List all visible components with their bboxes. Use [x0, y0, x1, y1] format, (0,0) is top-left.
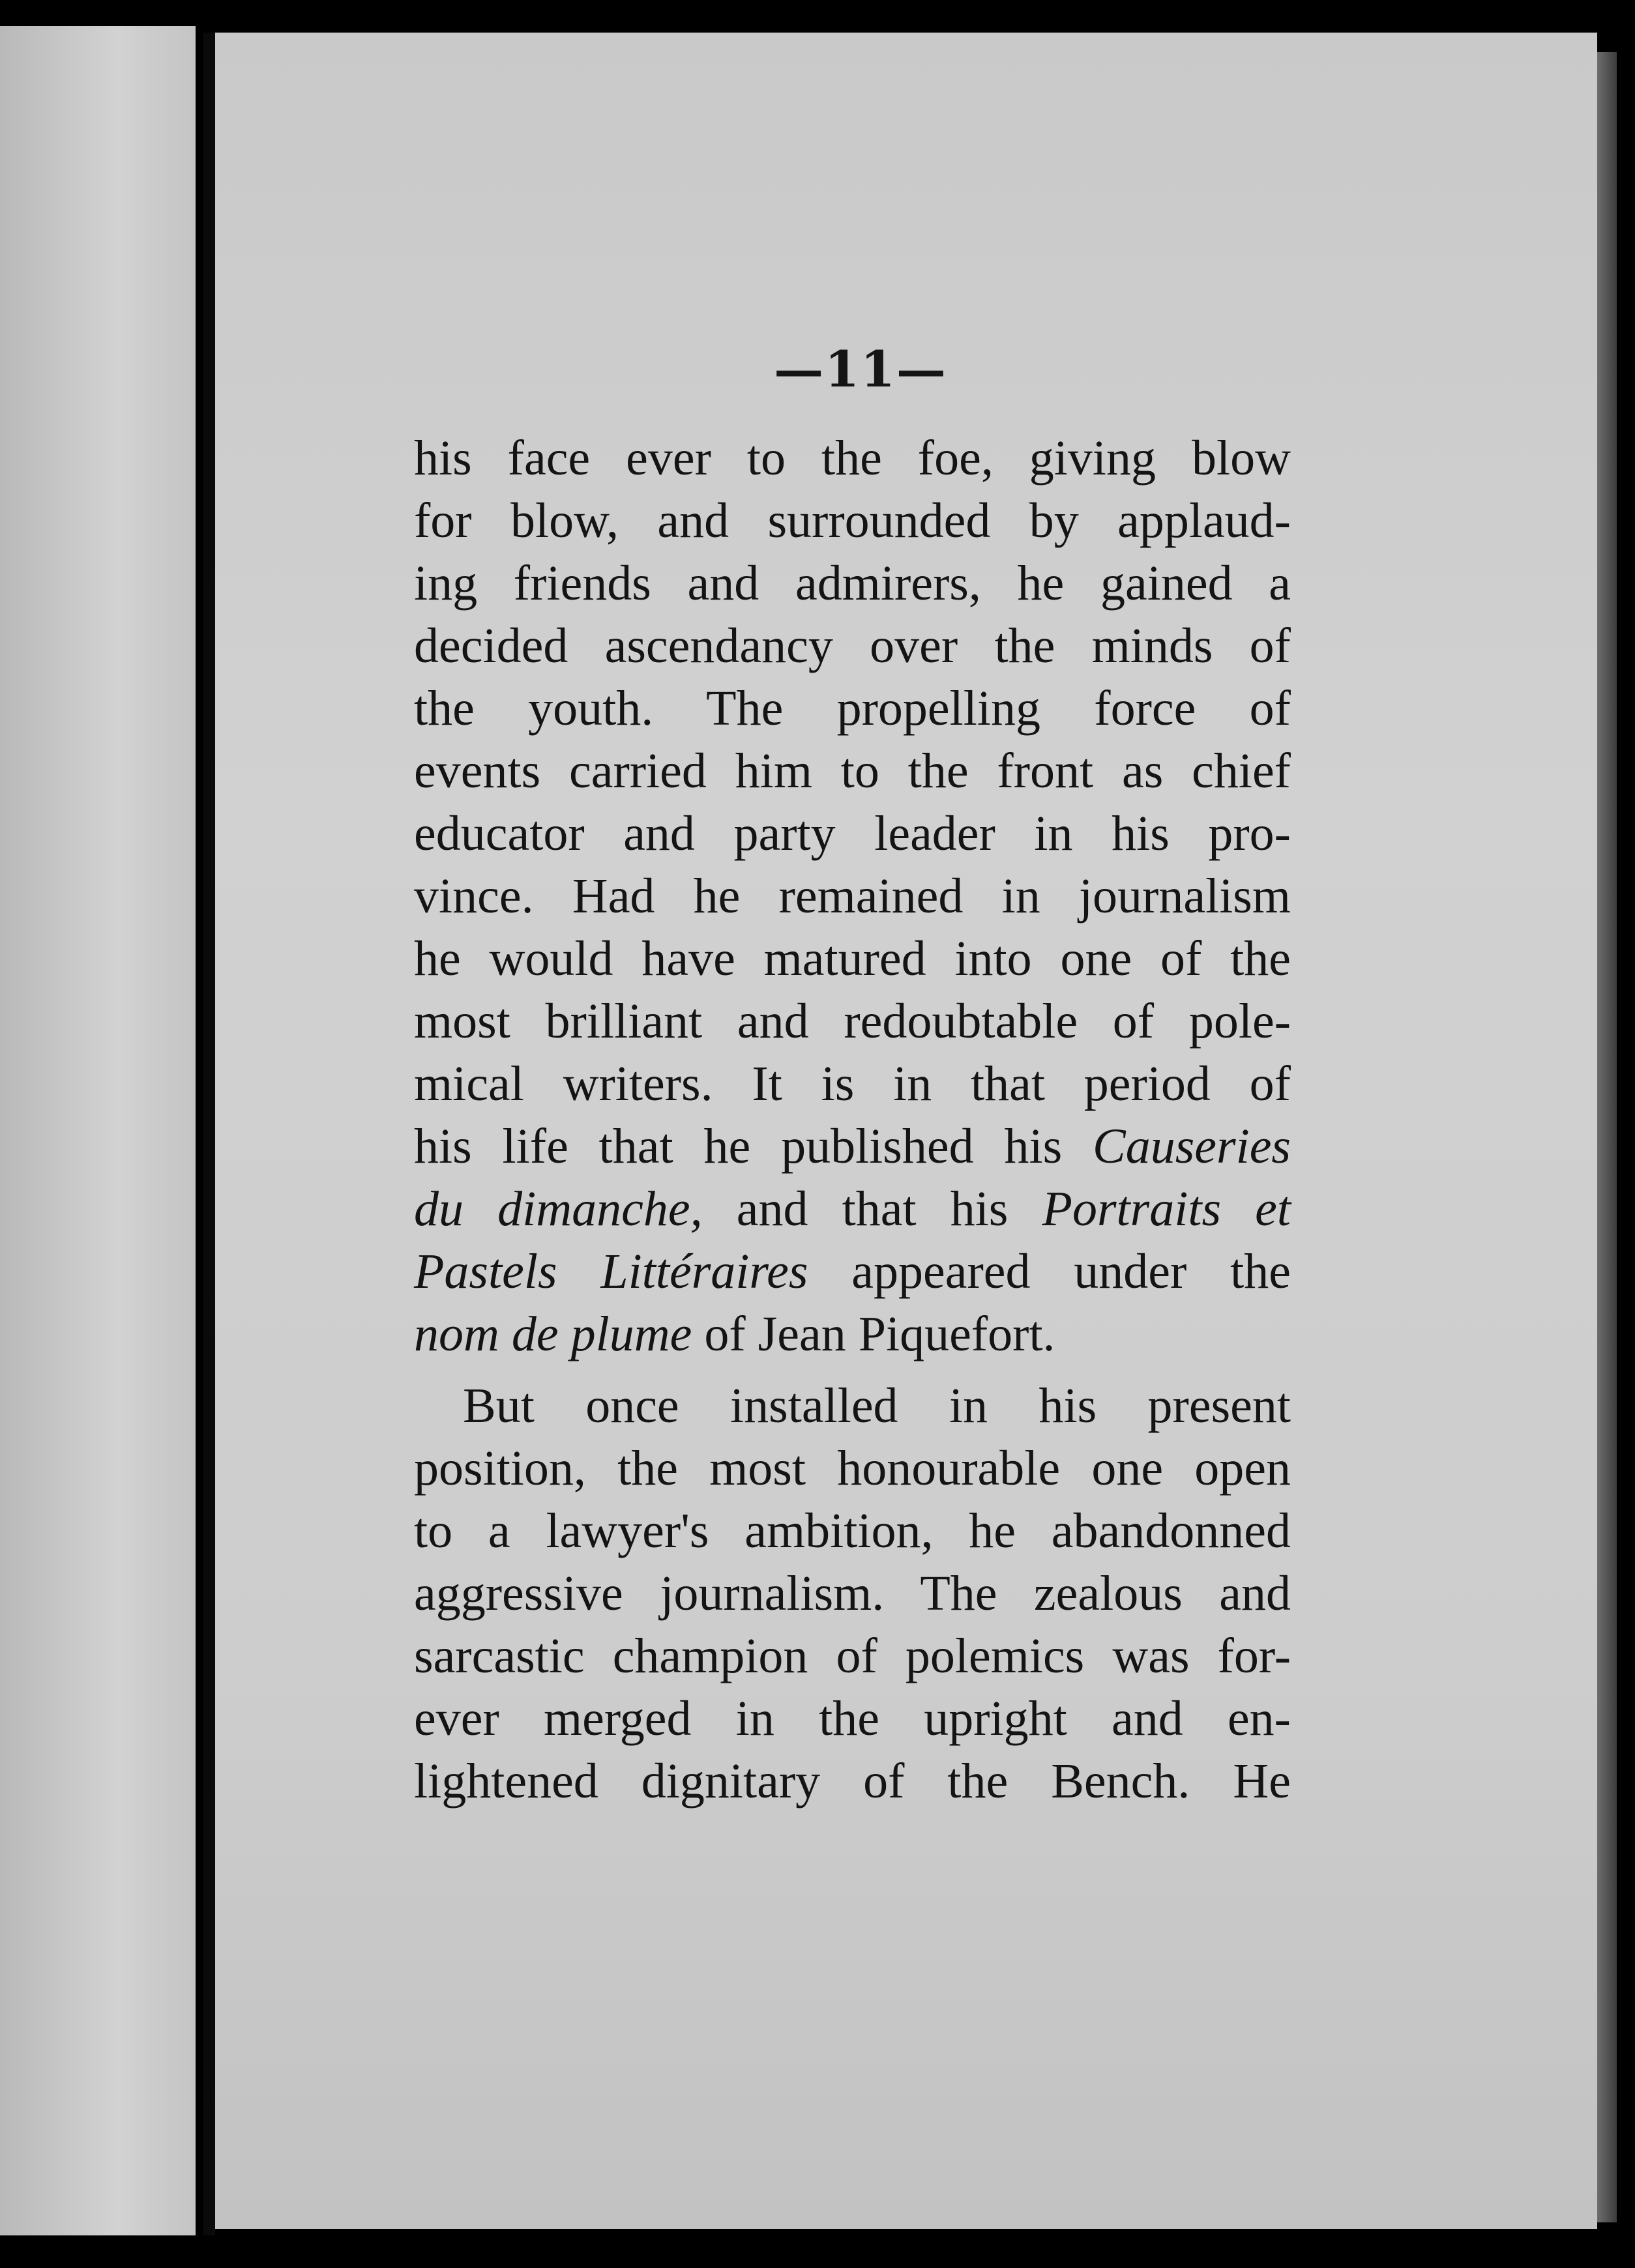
body-text: [414, 427, 1291, 1812]
facing-page-edge: [0, 26, 196, 2235]
text-line: events carried him to the front as chief: [414, 744, 1291, 798]
text-line: he would have matured into one of the: [414, 931, 1291, 986]
paragraph-1: [414, 427, 1291, 1365]
italic-title: Causeries: [1093, 1119, 1291, 1174]
italic-title: Portraits et: [1042, 1182, 1291, 1236]
italic-title: du dimanche,: [414, 1182, 703, 1236]
text-line: lightened dignitary of the Bench. He: [414, 1754, 1291, 1809]
text-line: sarcastic champion of polemics was for-: [414, 1629, 1291, 1683]
text-line: most brilliant and redoubtable of pole-: [414, 994, 1291, 1049]
text-line: to a lawyer's ambition, he abandonned: [414, 1504, 1291, 1558]
italic-title: Pastels Littéraires: [414, 1244, 808, 1299]
text-line: his face ever to the foe, giving blow: [414, 431, 1291, 486]
page-number: —11—: [774, 340, 947, 398]
text-line: du dimanche, and that his Portraits et: [414, 1182, 1291, 1236]
text-line: ing friends and admirers, he gained a: [414, 556, 1291, 611]
book-binding: [203, 33, 215, 2235]
text-line: position, the most honourable one open: [414, 1441, 1291, 1496]
text-line: for blow, and surrounded by applaud-: [414, 493, 1291, 548]
text-line: ever merged in the upright and en-: [414, 1691, 1291, 1746]
text-line: nom de plume of Jean Piquefort.: [414, 1307, 1055, 1361]
text-line: decided ascendancy over the minds of: [414, 618, 1291, 673]
text-line: the youth. The propelling force of: [414, 681, 1291, 736]
text-line: aggressive journalism. The zealous and: [414, 1566, 1291, 1621]
text-line: vince. Had he remained in journalism: [414, 869, 1291, 923]
page-edge: [1597, 52, 1617, 2222]
italic-phrase: nom de plume: [414, 1307, 692, 1361]
text-line: educator and party leader in his pro-: [414, 806, 1291, 861]
text-line: mical writers. It is in that period of: [414, 1056, 1291, 1111]
text-line: Pastels Littéraires appeared under the: [414, 1244, 1291, 1299]
text-line: But once installed in his present: [463, 1378, 1291, 1433]
text-line: his life that he published his Causeries: [414, 1119, 1291, 1174]
paragraph-2: [414, 1374, 1291, 1812]
